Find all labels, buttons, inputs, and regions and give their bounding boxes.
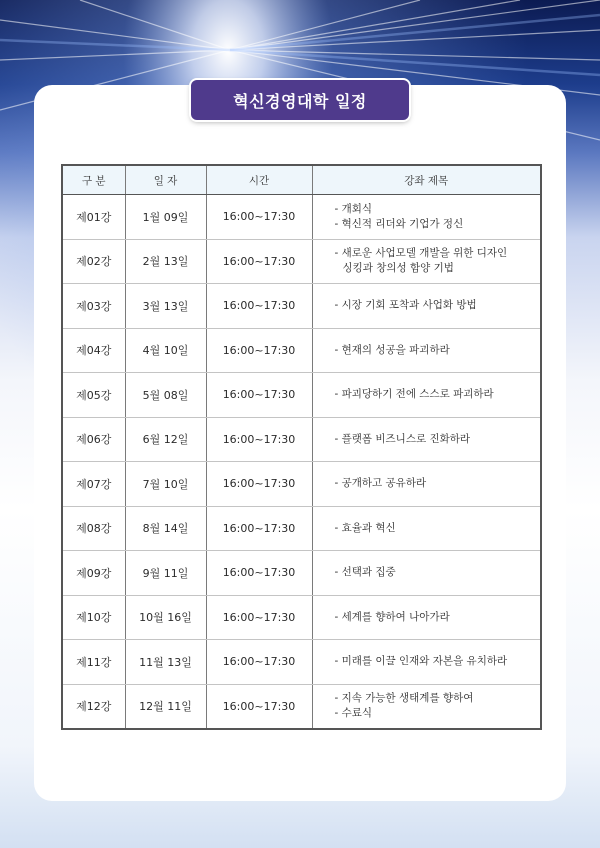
column-header-time: 시간 [206,165,312,195]
session-cell: 제12강 [62,684,125,729]
table-row [62,595,541,640]
session-cell: 제08강 [62,506,125,551]
session-cell: 제07강 [62,462,125,507]
time-cell: 16:00~17:30 [206,328,312,373]
session-cell: 제04강 [62,328,125,373]
topic-line: - 새로운 사업모델 개발을 위한 디자인 [334,247,508,260]
table-row [62,462,541,507]
topic-line: - 미래를 이끌 인재와 자본을 유치하라 [334,655,508,668]
column-header-session: 구 분 [62,165,125,195]
topic-cell [312,640,541,685]
table-row [62,239,541,284]
date-cell: 10월 16일 [125,595,206,640]
table-row [62,284,541,329]
topic-cell [312,551,541,596]
time-cell: 16:00~17:30 [206,640,312,685]
topic-line: - 혁신적 리더와 기업가 정신 [334,217,464,230]
date-cell: 5월 08일 [125,373,206,418]
table-row [62,506,541,551]
session-cell: 제03강 [62,284,125,329]
table-row [62,640,541,685]
session-cell: 제05강 [62,373,125,418]
topic-line: 싱킹과 창의성 함양 기법 [342,262,454,275]
topic-cell [312,284,541,329]
table-row [62,684,541,729]
topic-line: - 세계를 향하여 나아가라 [334,610,450,623]
date-cell: 8월 14일 [125,506,206,551]
date-cell: 9월 11일 [125,551,206,596]
table-header-row [62,165,541,195]
date-cell: 1월 09일 [125,195,206,240]
topic-cell [312,239,541,284]
topic-line: - 효율과 혁신 [334,521,396,534]
time-cell: 16:00~17:30 [206,462,312,507]
time-cell: 16:00~17:30 [206,595,312,640]
session-cell: 제02강 [62,239,125,284]
time-cell: 16:00~17:30 [206,239,312,284]
table-row [62,373,541,418]
date-cell: 12월 11일 [125,684,206,729]
topic-cell [312,462,541,507]
topic-cell [312,195,541,240]
topic-cell [312,373,541,418]
date-cell: 2월 13일 [125,239,206,284]
table-row [62,195,541,240]
topic-line: - 시장 기회 포착과 사업화 방법 [334,299,477,312]
time-cell: 16:00~17:30 [206,551,312,596]
time-cell: 16:00~17:30 [206,417,312,462]
table-row [62,417,541,462]
time-cell: 16:00~17:30 [206,373,312,418]
table-row [62,328,541,373]
page-title: 혁신경영대학 일정 [191,80,409,120]
topic-cell [312,417,541,462]
time-cell: 16:00~17:30 [206,506,312,551]
time-cell: 16:00~17:30 [206,684,312,729]
session-cell: 제10강 [62,595,125,640]
topic-line: - 선택과 집중 [334,566,396,579]
session-cell: 제09강 [62,551,125,596]
date-cell: 4월 10일 [125,328,206,373]
topic-line: - 공개하고 공유하라 [334,477,427,490]
topic-cell [312,684,541,729]
date-cell: 11월 13일 [125,640,206,685]
topic-line: - 수료식 [334,707,373,720]
column-header-topic: 강좌 제목 [312,165,541,195]
date-cell: 6월 12일 [125,417,206,462]
topic-line: - 파괴당하기 전에 스스로 파괴하라 [334,388,494,401]
session-cell: 제06강 [62,417,125,462]
topic-line: - 개회식 [334,202,373,215]
date-cell: 3월 13일 [125,284,206,329]
schedule-table [61,164,542,730]
time-cell: 16:00~17:30 [206,284,312,329]
time-cell: 16:00~17:30 [206,195,312,240]
topic-line: - 현재의 성공을 파괴하라 [334,343,450,356]
topic-cell [312,328,541,373]
table-row [62,551,541,596]
date-cell: 7월 10일 [125,462,206,507]
column-header-date: 일 자 [125,165,206,195]
topic-cell [312,506,541,551]
topic-line: - 지속 가능한 생태계를 향하여 [334,692,474,705]
topic-line: - 플랫폼 비즈니스로 진화하라 [334,432,471,445]
topic-cell [312,595,541,640]
session-cell: 제11강 [62,640,125,685]
session-cell: 제01강 [62,195,125,240]
